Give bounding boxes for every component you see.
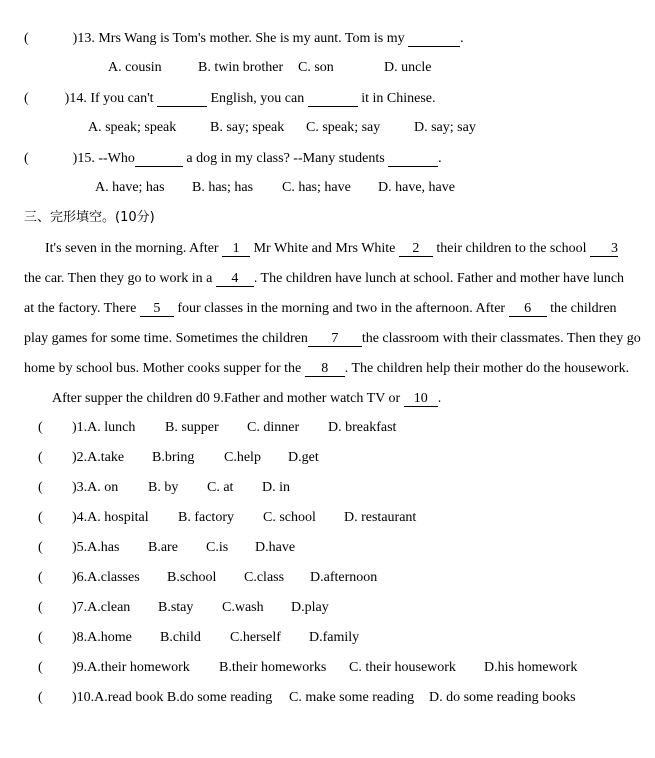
cloze-question-4: [0, 510, 655, 528]
options-14: [0, 120, 655, 138]
option: D. restaurant: [344, 510, 417, 525]
option: B.are: [148, 540, 178, 555]
passage-line-3: [24, 300, 617, 318]
question-number-option-a: )5.A.has: [72, 540, 120, 555]
question-13: [24, 30, 464, 48]
cloze-question-2: [0, 450, 655, 468]
question-number-option-a: )2.A.take: [72, 450, 125, 465]
question-stem-mid: English, you can: [207, 91, 308, 106]
blank[interactable]: [308, 91, 358, 107]
passage-text: . The children help their mother do the housework.: [344, 361, 630, 376]
option: C. their housework: [349, 660, 456, 675]
answer-paren[interactable]: (: [38, 570, 43, 585]
cloze-question-9: [0, 660, 655, 678]
option: B.child: [160, 630, 201, 645]
passage-line-1: [45, 240, 618, 258]
question-14: [24, 90, 436, 108]
cloze-question-5: [0, 540, 655, 558]
question-number-option-a: )10.A.read book B.do some reading: [72, 690, 273, 705]
option: D.his homework: [484, 660, 578, 675]
answer-paren[interactable]: (: [38, 420, 43, 435]
question-stem: )13. Mrs Wang is Tom's mother. She is my aunt. Tom is my: [72, 31, 409, 46]
cloze-question-3: [0, 480, 655, 498]
passage-text: the classroom with their classmates. Then they go: [361, 331, 641, 346]
passage-text: four classes in the morning and two in the afternoon. After: [173, 301, 509, 316]
passage-line-5: [24, 360, 629, 378]
option-c: C. son: [298, 60, 334, 75]
option: B.bring: [152, 450, 195, 465]
question-number-option-a: )1.A. lunch: [72, 420, 136, 435]
cloze-question-10: [0, 690, 655, 708]
answer-paren[interactable]: (: [38, 660, 43, 675]
option-b: B. has; has: [192, 180, 254, 195]
blank-7[interactable]: 7: [308, 331, 362, 347]
question-number-option-a: )6.A.classes: [72, 570, 140, 585]
passage-line-4: [24, 330, 641, 348]
option: C.class: [244, 570, 285, 585]
option: C.wash: [222, 600, 264, 615]
blank[interactable]: [388, 151, 438, 167]
question-number-option-a: )3.A. on: [72, 480, 119, 495]
passage-line-2: [24, 270, 624, 288]
blank-3[interactable]: 3: [590, 241, 618, 257]
option: B. supper: [165, 420, 219, 435]
option-a: A. have; has: [95, 180, 165, 195]
question-number-option-a: )7.A.clean: [72, 600, 131, 615]
question-number-option-a: )8.A.home: [72, 630, 132, 645]
option-d: D. say; say: [414, 120, 476, 135]
cloze-question-6: [0, 570, 655, 588]
cloze-question-7: [0, 600, 655, 618]
question-number-option-a: )4.A. hospital: [72, 510, 149, 525]
option: B.stay: [158, 600, 194, 615]
passage-text: the children: [546, 301, 617, 316]
question-stem: )14. If you can't: [64, 91, 157, 106]
passage-text: After supper the children d0 9.Father and mother watch TV or: [52, 391, 404, 406]
answer-paren: (: [24, 31, 29, 46]
question-stem-end: it in Chinese.: [357, 91, 436, 106]
option: C.is: [206, 540, 229, 555]
option: B.school: [167, 570, 217, 585]
blank-8[interactable]: 8: [305, 361, 345, 377]
answer-paren[interactable]: (: [38, 510, 43, 525]
option-d: D. uncle: [384, 60, 432, 75]
option: C.herself: [230, 630, 281, 645]
option: B. factory: [178, 510, 234, 525]
option: D. in: [262, 480, 290, 495]
passage-text: . The children have lunch at school. Father and mother have lunch: [253, 271, 625, 286]
section-title: 三、完形填空。(10分): [24, 210, 155, 225]
passage-text: the car. Then they go to work in a: [24, 271, 216, 286]
passage-text: .: [437, 391, 442, 406]
question-stem-mid: a dog in my class? --Many students: [182, 151, 389, 166]
blank[interactable]: [408, 31, 460, 47]
answer-paren: (: [24, 151, 29, 166]
question-number-option-a: )9.A.their homework: [72, 660, 190, 675]
answer-paren[interactable]: (: [38, 480, 43, 495]
option-c: C. has; have: [282, 180, 351, 195]
blank-10[interactable]: 10: [404, 391, 438, 407]
option: C. make some reading: [289, 690, 415, 705]
passage-text: at the factory. There: [24, 301, 140, 316]
passage-line-6: [52, 390, 441, 408]
question-stem-end: .: [438, 151, 442, 166]
question-15: [24, 150, 442, 168]
option: D.afternoon: [310, 570, 378, 585]
option: C. dinner: [247, 420, 300, 435]
option: C. at: [207, 480, 234, 495]
answer-paren[interactable]: (: [38, 450, 43, 465]
blank-1[interactable]: 1: [222, 241, 250, 257]
option: D.play: [291, 600, 329, 615]
option-a: A. cousin: [108, 60, 162, 75]
question-stem-end: .: [460, 31, 464, 46]
answer-paren[interactable]: (: [38, 540, 43, 555]
answer-paren[interactable]: (: [38, 690, 43, 705]
answer-paren[interactable]: (: [38, 630, 43, 645]
option: D.get: [288, 450, 319, 465]
blank-4[interactable]: 4: [216, 271, 254, 287]
blank-2[interactable]: 2: [399, 241, 433, 257]
blank[interactable]: [135, 151, 183, 167]
passage-text: Mr White and Mrs White: [250, 241, 399, 256]
passage-text: play games for some time. Sometimes the children: [24, 331, 308, 346]
passage-text: home by school bus. Mother cooks supper for the: [24, 361, 305, 376]
option-a: A. speak; speak: [88, 120, 177, 135]
answer-paren[interactable]: (: [38, 600, 43, 615]
blank-6[interactable]: 6: [509, 301, 547, 317]
option: D.family: [309, 630, 360, 645]
option: D.have: [255, 540, 296, 555]
option: C. school: [263, 510, 316, 525]
option: B.their homeworks: [219, 660, 327, 675]
option: D. breakfast: [328, 420, 397, 435]
passage-text: It's seven in the morning. After: [45, 241, 223, 256]
passage-text: their children to the school: [432, 241, 590, 256]
question-stem: )15. --Who: [72, 151, 135, 166]
cloze-question-8: [0, 630, 655, 648]
option-c: C. speak; say: [306, 120, 381, 135]
options-13: [0, 60, 655, 78]
option-d: D. have, have: [378, 180, 455, 195]
blank-5[interactable]: 5: [140, 301, 174, 317]
option-b: B. twin brother: [198, 60, 284, 75]
option-b: B. say; speak: [210, 120, 285, 135]
options-15: [0, 180, 655, 198]
option: C.help: [224, 450, 261, 465]
answer-paren: (: [24, 91, 29, 106]
cloze-question-1: [0, 420, 655, 438]
option: D. do some reading books: [429, 690, 576, 705]
blank[interactable]: [157, 91, 207, 107]
option: B. by: [148, 480, 179, 495]
